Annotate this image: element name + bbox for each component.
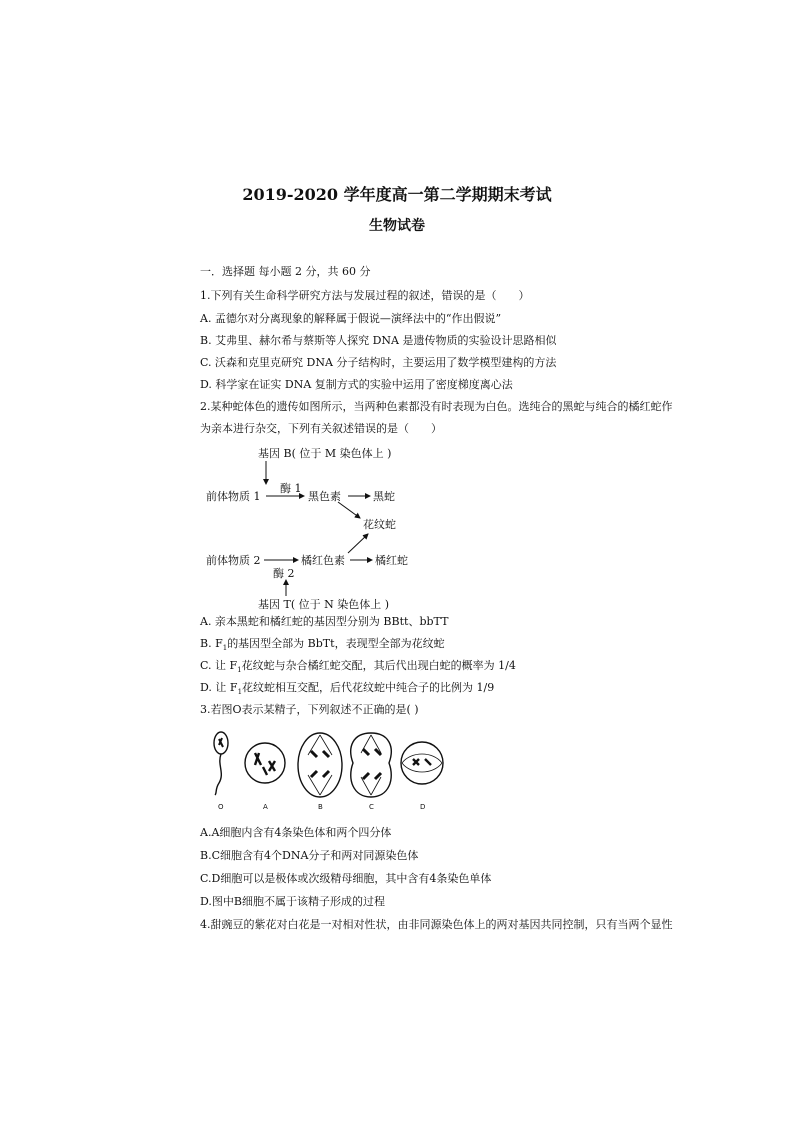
cell-c-spindle	[361, 735, 381, 795]
orange-snake-label: 橘红蛇	[375, 554, 408, 567]
q2-option-b-post: 的基因型全部为 BbTt，表现型全部为花纹蛇	[227, 637, 445, 650]
q1-option-d: D. 科学家在证实 DNA 复制方式的实验中运用了密度梯度离心法	[200, 378, 513, 391]
q2-option-b-pre: B. F	[200, 637, 223, 650]
q2-option-d-post: 花纹蛇相互交配，后代花纹蛇中纯合子的比例为 1/9	[242, 681, 495, 694]
q2-option-d-sub: 1	[237, 688, 243, 697]
enzyme-1-label: 酶 1	[280, 482, 302, 495]
q1-option-a: A. 孟德尔对分离现象的解释属于假说—演绎法中的“作出假说”	[200, 312, 502, 325]
gene-b-label: 基因 B( 位于 M 染色体上 )	[258, 447, 392, 460]
cell-a-chromosomes	[255, 753, 275, 775]
q3-option-d: D.图中B细胞不属于该精子形成的过程	[200, 895, 386, 908]
cell-c-chromosomes	[363, 749, 381, 779]
sperm-chromosome	[219, 738, 223, 747]
gene-t-label: 基因 T( 位于 N 染色体上 )	[258, 598, 390, 611]
q2-option-a: A. 亲本黑蛇和橘红蛇的基因型分别为 BBtt、bbTT	[200, 615, 449, 628]
cells-svg	[203, 725, 453, 813]
q4-stem: 4.甜豌豆的紫花对白花是一对相对性状，由非同源染色体上的两对基因共同控制，只有当两个显性	[200, 918, 673, 931]
cell-d-chromosomes	[413, 759, 431, 765]
q2-option-c-sub: 1	[237, 666, 242, 675]
cell-d-spindle	[402, 754, 442, 772]
cell-a	[245, 743, 285, 783]
precursor-1-label: 前体物质 1	[206, 490, 261, 503]
q2-option-d-pre: D. 让 F	[200, 681, 238, 694]
cell-label-o: O	[218, 803, 224, 811]
arrow-black-patterned	[338, 502, 360, 518]
black-pigment-label: 黑色素	[308, 490, 341, 503]
pathway-svg	[200, 440, 430, 612]
q3-option-a: A.A细胞内含有4条染色体和两个四分体	[200, 826, 392, 839]
cell-b-spindle	[308, 735, 332, 795]
q3-stem: 3.若图O表示某精子，下列叙述不正确的是( )	[200, 703, 419, 716]
cell-c	[351, 733, 392, 797]
precursor-2-label: 前体物质 2	[206, 554, 261, 567]
cell-b-chromosomes	[311, 751, 329, 777]
q2-option-d	[200, 681, 494, 699]
q2-option-c-post: 花纹蛇与杂合橘红蛇交配，其后代出现白蛇的概率为 1/4	[241, 659, 516, 672]
q1-stem: 1.下列有关生命科学研究方法与发展过程的叙述，错误的是（ ）	[200, 289, 530, 302]
q2-option-b	[200, 637, 445, 655]
sperm-tail	[215, 754, 221, 795]
snake-pigment-pathway-diagram	[200, 440, 430, 612]
cell-label-a: A	[263, 803, 268, 811]
section-heading: 一．选择题 每小题 2 分，共 60 分	[200, 265, 371, 278]
cell-label-d: D	[420, 803, 426, 811]
cell-d	[401, 742, 443, 784]
q2-option-b-sub: 1	[222, 644, 228, 653]
q1-option-c: C. 沃森和克里克研究 DNA 分子结构时，主要运用了数学模型建构的方法	[200, 356, 557, 369]
q3-option-c: C.D细胞可以是极体或次级精母细胞，其中含有4条染色单体	[200, 872, 492, 885]
q3-option-b: B.C细胞含有4个DNA分子和两对同源染色体	[200, 849, 419, 862]
arrow-orange-patterned	[348, 534, 368, 553]
exam-title: 2019-2020 学年度高一第二学期期末考试	[242, 185, 552, 204]
orange-pigment-label: 橘红色素	[301, 554, 345, 567]
q1-option-b: B. 艾弗里、赫尔希与蔡斯等人探究 DNA 是遗传物质的实验设计思路相似	[200, 334, 557, 347]
cell-division-figure	[203, 725, 453, 813]
patterned-snake-label: 花纹蛇	[363, 518, 396, 531]
q2-option-c	[200, 659, 516, 677]
black-snake-label: 黑蛇	[373, 490, 395, 503]
cell-b	[298, 733, 342, 797]
exam-subtitle: 生物试卷	[369, 218, 425, 234]
q2-stem-line2: 为亲本进行杂交，下列有关叙述错误的是（ ）	[200, 422, 442, 435]
cell-label-c: C	[369, 803, 374, 811]
q2-stem-line1: 2.某种蛇体色的遗传如图所示，当两种色素都没有时表现为白色。选纯合的黑蛇与纯合的橘红蛇作	[200, 400, 673, 413]
enzyme-2-label: 酶 2	[273, 567, 295, 580]
cell-label-b: B	[318, 803, 323, 811]
q2-option-c-pre: C. 让 F	[200, 659, 238, 672]
